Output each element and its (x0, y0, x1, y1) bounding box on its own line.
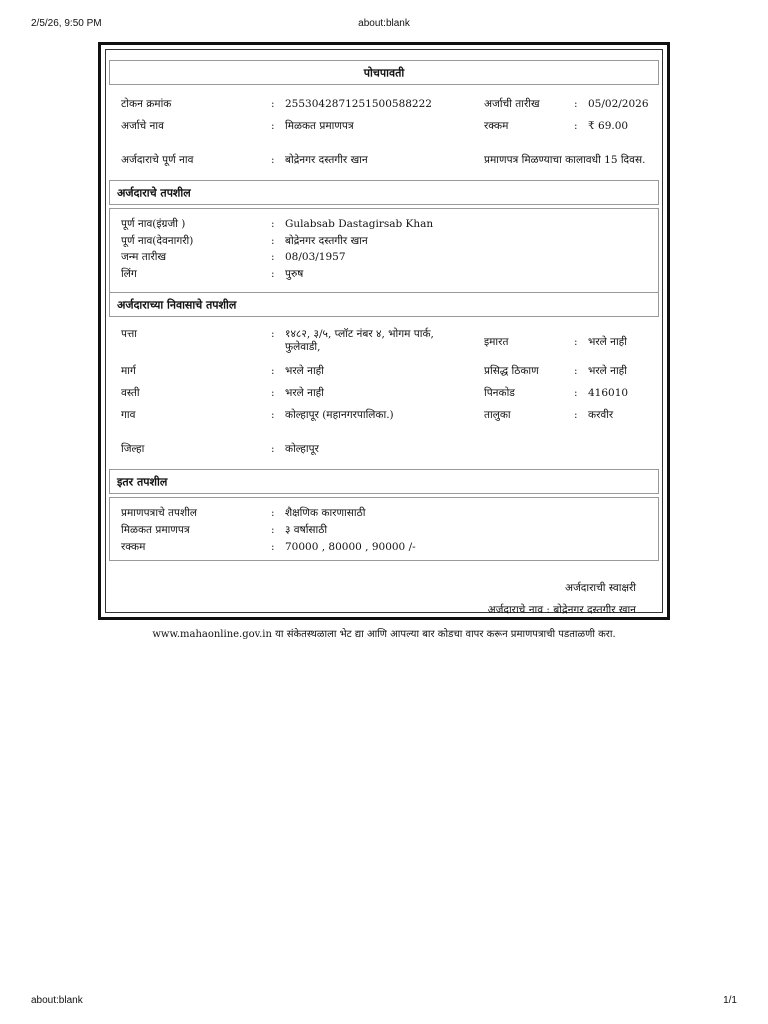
certificate-detail-label: प्रमाणपत्राचे तपशील (121, 507, 197, 519)
certificate-detail-value: शैक्षणिक कारणासाठी (285, 507, 366, 519)
colon: : (271, 409, 275, 421)
print-datetime: 2/5/26, 9:50 PM (31, 18, 102, 29)
colon: : (574, 409, 578, 421)
name-devanagari-value: बोद्रेनगर दस्तगीर खान (285, 235, 368, 247)
road-value: भरले नाही (285, 365, 324, 377)
district-label: जिल्हा (121, 443, 145, 455)
name-english-value: Gulabsab Dastagirsab Khan (285, 218, 434, 230)
applicant-section-title: अर्जदाराचे तपशील (117, 186, 191, 199)
income-certificate-label: मिळकत प्रमाणपत्र (121, 524, 190, 536)
colon: : (271, 387, 275, 399)
token-value: 2553042871251500588222 (285, 98, 432, 110)
income-certificate-value: ३ वर्षासाठी (285, 524, 328, 536)
colon: : (271, 235, 275, 247)
applicant-signature-label: अर्जदाराची स्वाक्षरी (564, 582, 636, 594)
receipt-title: पोचपावती (363, 66, 405, 79)
residence-section-header (109, 292, 659, 317)
taluka-value: करवीर (588, 409, 614, 421)
building-label: इमारत (484, 336, 509, 348)
delivery-period-note: प्रमाणपत्र मिळण्याचा कालावधी 15 दिवस. (484, 154, 646, 166)
colon: : (574, 120, 578, 132)
print-page-title: about:blank (358, 18, 410, 29)
road-label: मार्ग (121, 365, 136, 377)
colon: : (271, 328, 275, 340)
village-value: कोल्हापूर (महानगरपालिका.) (285, 409, 394, 421)
applicant-full-name-label: अर्जदाराचे पूर्ण नाव (121, 154, 194, 166)
colon: : (271, 507, 275, 519)
other-section-header (109, 469, 659, 494)
amount-value: ₹ 69.00 (588, 120, 629, 132)
other-amount-value: 70000 , 80000 , 90000 /- (285, 541, 416, 553)
application-date-label: अर्जाची तारीख (484, 98, 540, 110)
application-name-label: अर्जाचे नाव (121, 120, 164, 132)
address-label: पत्ता (121, 328, 137, 340)
name-devanagari-label: पूर्ण नाव(देवनागरी) (121, 235, 194, 247)
other-amount-label: रक्कम (121, 541, 146, 553)
name-english-label: पूर्ण नाव(इंग्रजी ) (121, 218, 186, 230)
district-value: कोल्हापूर (285, 443, 319, 455)
applicant-name-line: अर्जदाराचे नाव : बोद्रेनगर दस्तगीर खान (487, 604, 636, 616)
print-page-number: 1/1 (723, 995, 737, 1006)
colon: : (271, 524, 275, 536)
colon: : (271, 120, 275, 132)
colon: : (271, 98, 275, 110)
receipt-title-bar (109, 60, 659, 85)
verification-note: www.mahaonline.gov.in या संकेतस्थळाला भेट द्या आणि आपल्या बार कोडचा वापर करून प्रमाणपत्राची पडताळणी करा. (152, 629, 616, 640)
colon: : (271, 251, 275, 263)
colon: : (271, 541, 275, 553)
address-value: १४८२, ३/५, प्लॉट नंबर ४, भोगम पार्क, फुलेवाडी, (285, 328, 434, 353)
colon: : (574, 365, 578, 377)
gender-value: पुरुष (285, 268, 304, 280)
dob-label: जन्म तारीख (121, 251, 167, 263)
colon: : (574, 98, 578, 110)
dob-value: 08/03/1957 (285, 251, 346, 263)
village-label: गाव (121, 409, 136, 421)
application-date-value: 05/02/2026 (588, 98, 649, 110)
print-footer-url: about:blank (31, 995, 83, 1006)
other-section-title: इतर तपशील (117, 475, 168, 488)
colon: : (574, 387, 578, 399)
token-label: टोकन क्रमांक (121, 98, 172, 110)
applicant-section-header (109, 180, 659, 205)
colon: : (271, 218, 275, 230)
colon: : (574, 336, 578, 348)
amount-label: रक्कम (484, 120, 509, 132)
colon: : (271, 268, 275, 280)
landmark-value: भरले नाही (588, 365, 627, 377)
pincode-value: 416010 (588, 387, 629, 399)
receipt-document (98, 42, 670, 620)
taluka-label: तालुका (484, 409, 511, 421)
application-name-value: मिळकत प्रमाणपत्र (285, 120, 354, 132)
colon: : (271, 443, 275, 455)
pincode-label: पिनकोड (484, 387, 515, 399)
colon: : (271, 154, 275, 166)
residence-section-title: अर्जदाराच्या निवासाचे तपशील (117, 298, 237, 311)
applicant-full-name-value: बोद्रेनगर दस्तगीर खान (285, 154, 368, 166)
landmark-label: प्रसिद्ध ठिकाण (484, 365, 539, 377)
colon: : (271, 365, 275, 377)
locality-label: वस्ती (121, 387, 140, 399)
locality-value: भरले नाही (285, 387, 324, 399)
receipt-inner-frame (105, 49, 663, 616)
building-value: भरले नाही (588, 336, 627, 348)
gender-label: लिंग (121, 268, 137, 280)
